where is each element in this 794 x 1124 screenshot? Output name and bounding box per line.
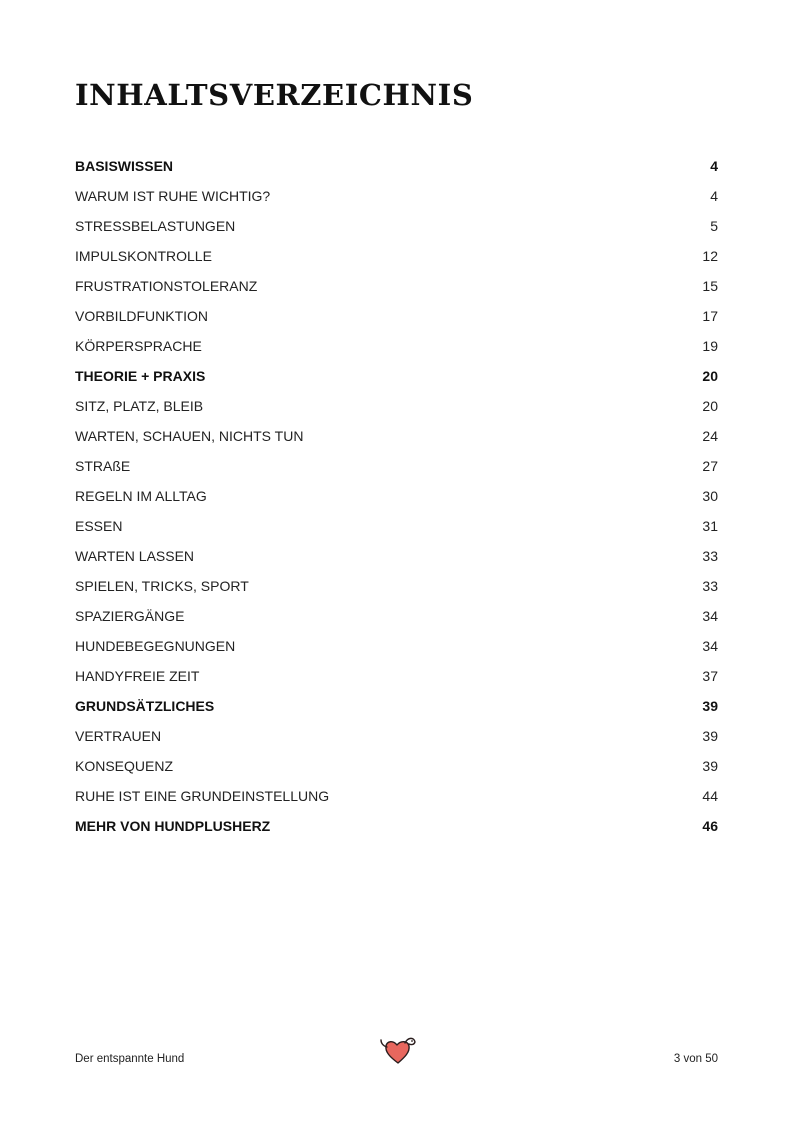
- toc-entry-row[interactable]: [75, 631, 718, 661]
- table-of-contents: [75, 151, 718, 841]
- toc-entry-row[interactable]: [75, 511, 718, 541]
- toc-entry-label: VERTRAUEN: [75, 728, 162, 744]
- toc-section-row[interactable]: [75, 691, 718, 721]
- toc-entry-row[interactable]: [75, 601, 718, 631]
- page-footer: [75, 1050, 718, 1070]
- toc-entry-label: HANDYFREIE ZEIT: [75, 668, 200, 684]
- toc-entry-page-number: 17: [702, 308, 718, 324]
- toc-entry-row[interactable]: [75, 661, 718, 691]
- logo-dog-eye: [411, 1040, 413, 1042]
- toc-entry-row[interactable]: [75, 211, 718, 241]
- page-title: INHALTSVERZEICHNIS: [75, 78, 474, 112]
- toc-entry-page-number: 20: [702, 398, 718, 414]
- toc-entry-page-number: 19: [702, 338, 718, 354]
- toc-entry-page-number: 5: [710, 218, 718, 234]
- logo-heart-shape: [386, 1042, 409, 1063]
- toc-entry-row[interactable]: [75, 751, 718, 781]
- dog-heart-icon: [378, 1034, 418, 1066]
- toc-entry-page-number: 44: [702, 788, 718, 804]
- toc-section-row[interactable]: [75, 811, 718, 841]
- toc-entry-page-number: 31: [702, 518, 718, 534]
- toc-entry-label: ESSEN: [75, 518, 123, 534]
- toc-section-row[interactable]: [75, 361, 718, 391]
- toc-entry-row[interactable]: [75, 571, 718, 601]
- toc-entry-page-number: 4: [710, 158, 718, 174]
- toc-entry-label: HUNDEBEGEGNUNGEN: [75, 638, 236, 654]
- toc-entry-row[interactable]: [75, 331, 718, 361]
- toc-entry-label: KÖRPERSPRACHE: [75, 338, 202, 354]
- toc-entry-row[interactable]: [75, 421, 718, 451]
- footer-document-title: Der entspannte Hund: [75, 1053, 185, 1065]
- toc-entry-label: THEORIE + PRAXIS: [75, 368, 206, 384]
- toc-entry-label: SPAZIERGÄNGE: [75, 608, 185, 624]
- page-number: 3 von 50: [673, 1053, 718, 1065]
- toc-entry-row[interactable]: [75, 181, 718, 211]
- toc-entry-label: SITZ, PLATZ, BLEIB: [75, 398, 204, 414]
- toc-entry-label: STRAßE: [75, 458, 131, 474]
- toc-entry-row[interactable]: [75, 241, 718, 271]
- toc-entry-page-number: 37: [702, 668, 718, 684]
- toc-entry-label: WARTEN LASSEN: [75, 548, 195, 564]
- toc-entry-row[interactable]: [75, 541, 718, 571]
- toc-entry-row[interactable]: [75, 271, 718, 301]
- toc-entry-page-number: 39: [702, 698, 718, 714]
- toc-entry-page-number: 33: [702, 578, 718, 594]
- toc-entry-page-number: 20: [702, 368, 718, 384]
- toc-entry-label: MEHR VON HUNDPLUSHERZ: [75, 818, 271, 834]
- toc-entry-label: REGELN IM ALLTAG: [75, 488, 207, 504]
- toc-entry-label: WARUM IST RUHE WICHTIG?: [75, 188, 271, 204]
- toc-entry-page-number: 39: [702, 758, 718, 774]
- toc-entry-label: IMPULSKONTROLLE: [75, 248, 212, 264]
- toc-entry-row[interactable]: [75, 721, 718, 751]
- toc-entry-row[interactable]: [75, 301, 718, 331]
- toc-entry-label: VORBILDFUNKTION: [75, 308, 209, 324]
- toc-entry-label: WARTEN, SCHAUEN, NICHTS TUN: [75, 428, 304, 444]
- toc-entry-label: STRESSBELASTUNGEN: [75, 218, 236, 234]
- toc-entry-page-number: 4: [710, 188, 718, 204]
- toc-entry-page-number: 30: [702, 488, 718, 504]
- toc-entry-row[interactable]: [75, 481, 718, 511]
- toc-entry-row[interactable]: [75, 781, 718, 811]
- toc-entry-page-number: 39: [702, 728, 718, 744]
- toc-entry-row[interactable]: [75, 391, 718, 421]
- toc-entry-page-number: 33: [702, 548, 718, 564]
- toc-entry-label: KONSEQUENZ: [75, 758, 174, 774]
- toc-entry-label: RUHE IST EINE GRUNDEINSTELLUNG: [75, 788, 330, 804]
- toc-entry-page-number: 46: [702, 818, 718, 834]
- toc-section-row[interactable]: [75, 151, 718, 181]
- toc-entry-page-number: 12: [702, 248, 718, 264]
- toc-entry-page-number: 34: [702, 608, 718, 624]
- toc-entry-label: SPIELEN, TRICKS, SPORT: [75, 578, 249, 594]
- toc-entry-page-number: 24: [702, 428, 718, 444]
- toc-entry-label: FRUSTRATIONSTOLERANZ: [75, 278, 258, 294]
- toc-entry-page-number: 27: [702, 458, 718, 474]
- toc-entry-label: BASISWISSEN: [75, 158, 174, 174]
- toc-entry-page-number: 15: [702, 278, 718, 294]
- toc-entry-row[interactable]: [75, 451, 718, 481]
- toc-entry-page-number: 34: [702, 638, 718, 654]
- toc-entry-label: GRUNDSÄTZLICHES: [75, 698, 215, 714]
